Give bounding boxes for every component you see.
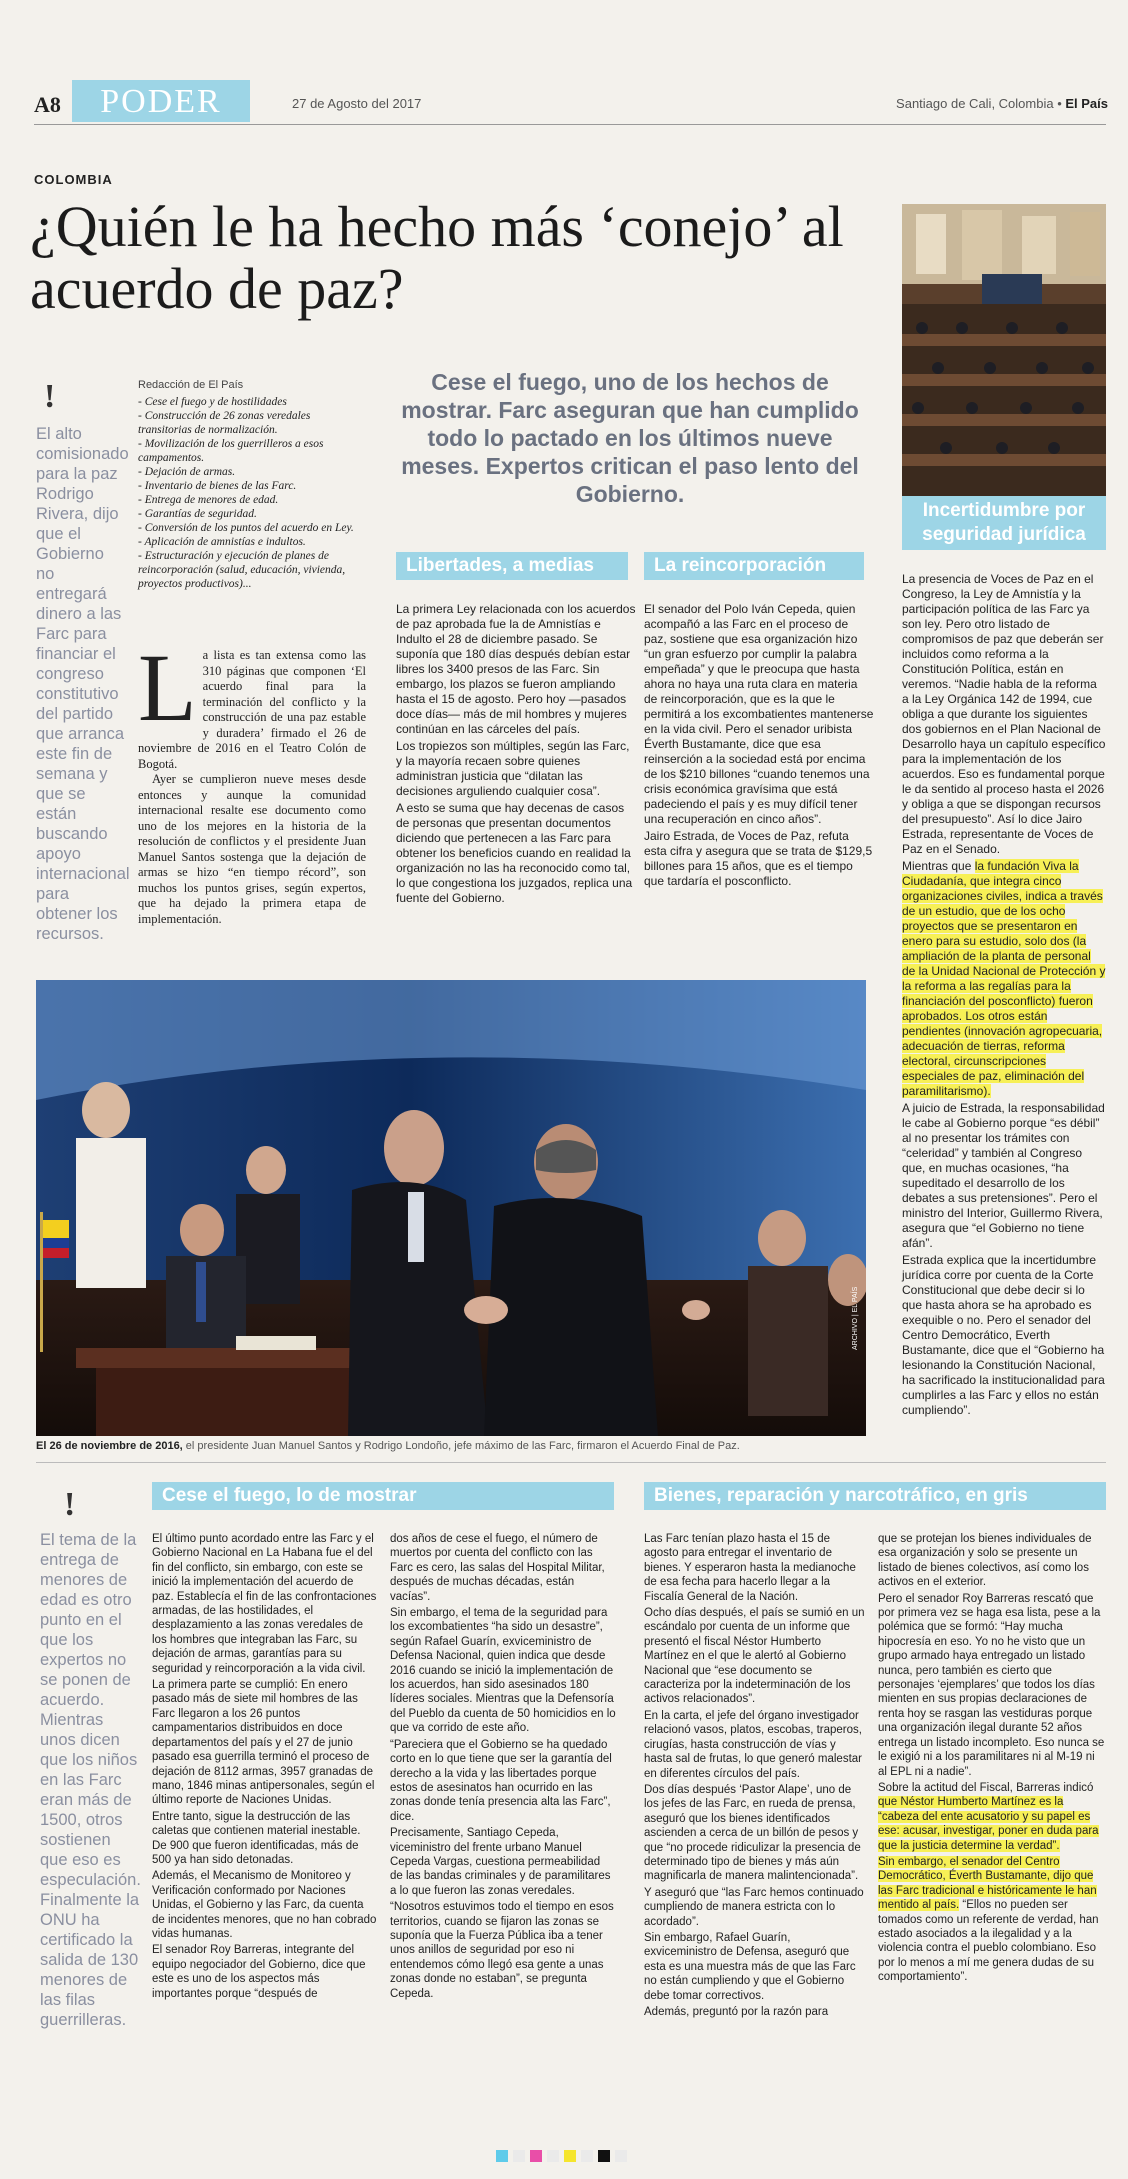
paragraph: Sin embargo, el tema de la seguridad para los excombatientes “ha sido un desastre”, según Rafael Guarín, exviceministro de Defensa Nacional, quien indica que desde 2016 cuando se inició la implementación de los acuerdos, han sido asesinados 180 líderes sociales. Mientras que la Defensoría del Pueblo da cuenta de 50 homicidios en lo que va corrido de este año. <box>390 1607 616 1735</box>
paragraph: A juicio de Estrada, la responsabilidad le cabe al Gobierno porque “es débil” al no presentar los trámites con “celeridad” y también al Congreso que, en muchas ocasiones, “ha supeditado el desarrollo de los debates a sus pretensiones”. Pero el ministro del Interior, Guillermo Rivera, asegura que “el Gobierno no tiene afán”. <box>902 1101 1105 1250</box>
masthead-location <box>896 96 1108 111</box>
paragraph <box>878 1855 1106 1985</box>
headline: ¿Quién le ha hecho más ‘conejo’ al acuerdo de paz? <box>30 194 844 321</box>
lede-paragraph: Ayer se cumplieron nueve meses desde entonces y aunque la comunidad internacional resalte ese documento como uno de los mejores en la historia de la resolución de conflictos y el presidente Juan Manuel Santos sostenga que la dejación de armas se hizo “en tiempo récord”, son muchos los puntos grises, según expertos, que ha dejado la primera etapa de implementación. <box>138 772 366 926</box>
paragraph: Estrada explica que la incertidumbre jurídica corre por cuenta de la Corte Constitucional que debe decir si lo que hasta ahora se ha aprobado es exequible o no. Pero el senador del Centro Democrático, Everth Bustamante, dice que el “Gobierno ha lesionando la Constitución Nacional, ha sacrificado la institucionalidad para cumplirles a las Farc y ellos no están cumpliendo”. <box>902 1253 1105 1417</box>
section-banner: Bienes, reparación y narcotráfico, en gris <box>644 1482 1106 1510</box>
bullet-item: - Entrega de menores de edad. <box>138 494 279 506</box>
divider <box>36 1462 1106 1463</box>
deck: Cese el fuego, uno de los hechos de mostrar. Farc aseguran que han cumplido todo lo pactado en los últimos nueve meses. Expertos critican el paso lento del Gobierno. <box>401 369 859 507</box>
paragraph: La primera Ley relacionada con los acuerdos de paz aprobada fue la de Amnistías e Indulto el 28 de diciembre pasado. Se suponía que 180 días después debían estar libres los 3400 presos de las Farc. Sin embargo, los plazos se fueron ampliando hasta el 15 de agosto. Pero hoy —pasados doce días— más de mil hombres y mujeres continúan en las cárceles del país. <box>396 602 636 736</box>
color-swatch <box>615 2150 627 2162</box>
paragraph: Los tropiezos son múltiples, según las Farc, y la mayoría recaen sobre quienes administran justicia que “dilatan las decisiones arguliendo cualquier cosa”. <box>396 739 630 798</box>
section-banner: Cese el fuego, lo de mostrar <box>152 1482 614 1510</box>
side-note: El tema de la entrega de menores de edad es otro punto en el que los expertos no se ponen de acuerdo. Mientras unos dicen que los niños en las Farc eran más de 1500, otros sostienen que eso es especulación. Finalmente la ONU ha certificado la salida de 130 menores de las filas guerrilleras. <box>40 1531 141 2029</box>
location-text: Santiago de Cali, Colombia • <box>896 96 1066 111</box>
paragraph: “Pareciera que el Gobierno se ha quedado corto en lo que tiene que ser la garantía del derecho a la vida y las libertades porque estos de asesinatos han ocurrido en las zonas donde tenía presencia alta las Farc”, dice. <box>390 1738 612 1823</box>
paragraph: Jairo Estrada, de Voces de Paz, refuta esta cifra y asegura que se trata de $129,5 billones para 15 años, que es el tiempo que tardaría el posconflicto. <box>644 829 873 888</box>
paragraph: Entre tanto, sigue la destrucción de las caletas que contienen material inestable. De 900 que fueron identificadas, más de 500 ya han sido detonadas. <box>152 1810 361 1866</box>
article-column <box>644 1532 866 2021</box>
bullet-item: - Garantías de seguridad. <box>138 508 257 520</box>
paragraph: Dos días después ‘Pastor Alape’, uno de los jefes de las Farc, en rueda de prensa, aseguró que los bienes identificados ascienden a cerca de un billón de pesos y que “no procede ridiculizar la presencia de determinado tipo de bienes y más aún magnificarla de manera malintencionada”. <box>644 1783 861 1883</box>
congress-photo <box>902 204 1106 504</box>
bullet-item: - Movilización de los guerrilleros a esos campamentos. <box>138 438 324 464</box>
paragraph: Además, el Mecanismo de Monitoreo y Verificación conformado por Naciones Unidas, el Gobierno y las Farc, da cuenta de incidentes menores, que no han cobrado vidas humanas. <box>152 1870 377 1940</box>
paragraph: Y aseguró que “las Farc hemos continuado cumpliendo de manera estricta con lo acordado”. <box>644 1886 864 1928</box>
bullet-item: - Inventario de bienes de las Farc. <box>138 480 297 492</box>
section-label: PODER <box>72 80 250 122</box>
lede-paragraph: a lista es tan extensa como las 310 páginas que componen ‘El acuerdo final para la terminación del conflicto y la construcción de una paz estable y duradera’ firmado el 26 de noviembre de 2016 en el Teatro Colón de Bogotá. <box>138 648 366 771</box>
side-note: El alto comisionado para la paz Rodrigo Rivera, dijo que el Gobierno no entregará dinero a las Farc para financiar el congreso constitutivo del partido que arranca este fin de semana y que se están buscando apoyo internacional para obtener los recursos. <box>36 425 130 943</box>
bullet-list <box>138 395 366 591</box>
bullet-item: - Estructuración y ejecución de planes de reincorporación (salud, educación, vivienda, proyectos productivos)... <box>138 550 346 590</box>
paragraph: dos años de cese el fuego, el número de muertos por cuenta del conflicto con las Farc es cero, las salas del Hospital Militar, después de muchas décadas, están vacías”. <box>390 1533 605 1603</box>
byline: Redacción de El País <box>138 379 244 391</box>
section-banner: Incertidumbre por seguridad jurídica <box>902 496 1106 550</box>
caption-text: el presidente Juan Manuel Santos y Rodrigo Londoño, jefe máximo de las Farc, firmaron el Acuerdo Final de Paz. <box>182 1440 740 1452</box>
article-column <box>878 1532 1106 1987</box>
paragraph: Sin embargo, Rafael Guarín, exviceministro de Defensa, aseguró que esta es una muestra más de que las Farc no están cumpliendo y que el Gobierno debe tomar correctivos. <box>644 1931 856 2002</box>
bullet-item: - Dejación de armas. <box>138 466 236 478</box>
section-banner: La reincorporación <box>644 552 864 580</box>
color-swatch <box>547 2150 559 2162</box>
article-column <box>390 1532 616 2003</box>
text-run: Mientras que <box>902 859 975 873</box>
bullet-item: - Cese el fuego y de hostilidades <box>138 396 287 408</box>
paragraph <box>902 859 1106 1099</box>
paragraph: que se protejan los bienes individuales de esa organización y solo se presente un listado de bienes colectivos, así como los activos en el exterior. <box>878 1533 1092 1589</box>
text-run: “Ellos no pueden ser tomados como un referente de verdad, han estado asociados a la ilegalidad y a la violencia contra el pueblo colombiano. Eso por lo menos a mí me genera dudas de su comportamiento”. <box>878 1899 1099 1984</box>
paragraph: Las Farc tenían plazo hasta el 15 de agosto para entregar el inventario de bienes. Y esperaron hasta la medianoche de esa fecha para hacerlo llegar a la Fiscalía General de la Nación. <box>644 1533 856 1603</box>
highlighted-text: la fundación Viva la Ciudadanía, que integra cinco organizaciones civiles, indica a través de un estudio, que de los ocho proyectos que se presentaron en enero para su estudio, solo dos (la ampliación de la planta de personal de la Unidad Nacional de Protección y la reforma a las regalías para la financiación del posconflicto) fueron aprobados. Los otros están pendientes (innovación agropecuaria, adecuación de tierras, reforma electoral, circunscripciones especiales de paz, eliminación del paramilitarismo). <box>902 859 1106 1098</box>
section-banner: Libertades, a medias <box>396 552 628 580</box>
article-column <box>644 602 874 891</box>
photo-credit: ARCHIVO | EL PAÍS <box>852 1286 859 1350</box>
page-number: A8 <box>34 92 61 117</box>
publication-name: El País <box>1065 96 1108 111</box>
color-swatch <box>581 2150 593 2162</box>
signing-photo <box>36 980 866 1436</box>
paragraph: El senador del Polo Iván Cepeda, quien acompañó a las Farc en el proceso de paz, sostiene que esa organización hizo “un gran esfuerzo por cumplir la palabra empeñada” y que le preocupa que hasta ahora no haya una ruta clara en materia de reincorporación, que es la que le permitirá a los excombatientes mantenerse en la vida civil. Pero el senador uribista Éverth Bustamante, dice que esa reinserción a la sociedad está por encima de los $210 billones “cuando tenemos una crisis económica gravísima que está padeciendo el país y es muy difícil tener una recuperación en cinco años”. <box>644 602 874 826</box>
highlighted-text: que Néstor Humberto Martínez es la “cabeza del ente acusatorio y su papel es ese: acusar, investigar, poner en duda para que la justicia determine la verdad”. <box>878 1796 1099 1852</box>
photo-caption <box>36 1440 866 1452</box>
bullet-item: - Conversión de los puntos del acuerdo en Ley. <box>138 522 354 534</box>
bullet-item: - Aplicación de amnistías e indultos. <box>138 536 306 548</box>
article-column <box>152 1532 378 2003</box>
bullet-item: - Construcción de 26 zonas veredales transitorias de normalización. <box>138 410 311 436</box>
paragraph: Además, preguntó por la razón para <box>644 2006 829 2018</box>
text-run: Sobre la actitud del Fiscal, Barreras indicó <box>878 1781 1094 1794</box>
issue-date: 27 de Agosto del 2017 <box>292 96 422 111</box>
paragraph <box>878 1781 1106 1853</box>
paragraph: La primera parte se cumplió: En enero pasado más de siete mil hombres de las Farc llegaron a los 26 puntos campamentarios distribuidos en doce departamentos del país y el 27 de junio pasado esa guerrilla terminó el proceso de dejación de 8112 armas, 3957 granadas de mano, 1846 minas antipersonales, según el último reporte de Naciones Unidas. <box>152 1679 375 1807</box>
color-swatch <box>496 2150 508 2162</box>
paragraph: A esto se suma que hay decenas de casos de personas que presentan documentos diciendo que pertenecen a las Farc para obtener los beneficios cuando en realidad la organización no las ha reconocido como tal, lo que congestiona los juzgados, replica una fuente del Gobierno. <box>396 801 633 905</box>
color-swatch <box>513 2150 525 2162</box>
paragraph: En la carta, el jefe del órgano investigador relacionó vasos, platos, escobas, traperos, cirugías, hasta construcción de vías y hasta sal de frutas, lo que generó malestar en diferentes círculos del país. <box>644 1709 862 1780</box>
drop-cap: L <box>138 634 197 741</box>
paragraph: “Nosotros estuvimos todo el tiempo en esos territorios, cuando se fijaron las zonas se suponía que la Fuerza Pública iba a tener unos anillos de seguridad por eso ni entendemos cómo llegó esa gente a unas zonas donde no estaban”, se pregunta Cepeda. <box>390 1901 614 2000</box>
paragraph: Ocho días después, el país se sumió en un escándalo por cuenta de un informe que presentó el fiscal Néstor Humberto Martínez en el que le alertó al Gobierno Nacional que “ese documento se caracteriza por la indeterminación de los activos relacionados”. <box>644 1607 865 1706</box>
paragraph: El senador Roy Barreras, integrante del equipo negociador del Gobierno, dice que este es uno de los aspectos más importantes porque “después de <box>152 1944 366 2000</box>
lede <box>138 634 366 927</box>
color-swatch <box>530 2150 542 2162</box>
kicker: COLOMBIA <box>34 172 113 187</box>
alert-mark: ! <box>44 378 56 415</box>
paragraph: Pero el senador Roy Barreras rescató que por primera vez se haga esa lista, pese a la polémica que se formó: “Hay mucha hipocresía en eso. Yo no he visto que un grupo armado haya entregado un listado nunca, pero también es cierto que personajes ‘ejemplares’ que todos los días mienten en sus propias declaraciones de renta hoy se rasgan las vestiduras porque una organización ilegal durante 52 años entrega un listado incompleto. Eso nunca se le exigió ni a los paramilitares ni al M-19 ni al EPL ni a nadie”. <box>878 1592 1105 1778</box>
color-swatch <box>598 2150 610 2162</box>
highlighted-text: Sin embargo, el senador del Centro Democrático, Éverth Bustamante, dijo que las Farc tradicional e históricamente le han mentido al país. <box>878 1855 1097 1912</box>
alert-mark: ! <box>64 1486 76 1523</box>
header-rule <box>34 124 1106 125</box>
article-column <box>902 572 1106 1420</box>
caption-lead: El 26 de noviembre de 2016, <box>36 1440 183 1452</box>
article-column <box>396 602 636 908</box>
paragraph: El último punto acordado entre las Farc y el Gobierno Nacional en La Habana fue el del fin del conflicto, sin embargo, con este se inició la implementación del acuerdo de paz. Establecía el fin de las confrontaciones armadas, de las hostilidades, el desplazamiento a las zonas veredales de los hombres que integraban las Farc, su dejación de armas, garantías para su seguridad y reincorporación a la vida civil. <box>152 1533 377 1675</box>
paragraph: Precisamente, Santiago Cepeda, viceministro del frente urbano Manuel Cepeda Vargas, cuestiona permeabilidad de las bandas criminales y de paramilitares a lo que fueron las zonas veredales. <box>390 1827 611 1897</box>
registration-marks <box>496 2150 627 2162</box>
color-swatch <box>564 2150 576 2162</box>
paragraph: La presencia de Voces de Paz en el Congreso, la Ley de Amnistía y la participación política de las Farc ya son ley. Pero otro listado de compromisos de paz que deberán ser incluidos como reforma a la Constitución Política, están en veremos. “Nadie habla de la reforma a la Ley Orgánica 142 de 1994, cue obliga a que durante los siguientes dos gobiernos en el Plan Nacional de Desarrollo haya un capítulo específico para la implementación de los acuerdos. Eso es fundamental porque le da sentido al proceso hasta el 2026 y obliga a que se dispongan recursos del presupuesto”. Así lo dice Jairo Estrada, representante de Voces de Paz en el Senado. <box>902 572 1106 856</box>
